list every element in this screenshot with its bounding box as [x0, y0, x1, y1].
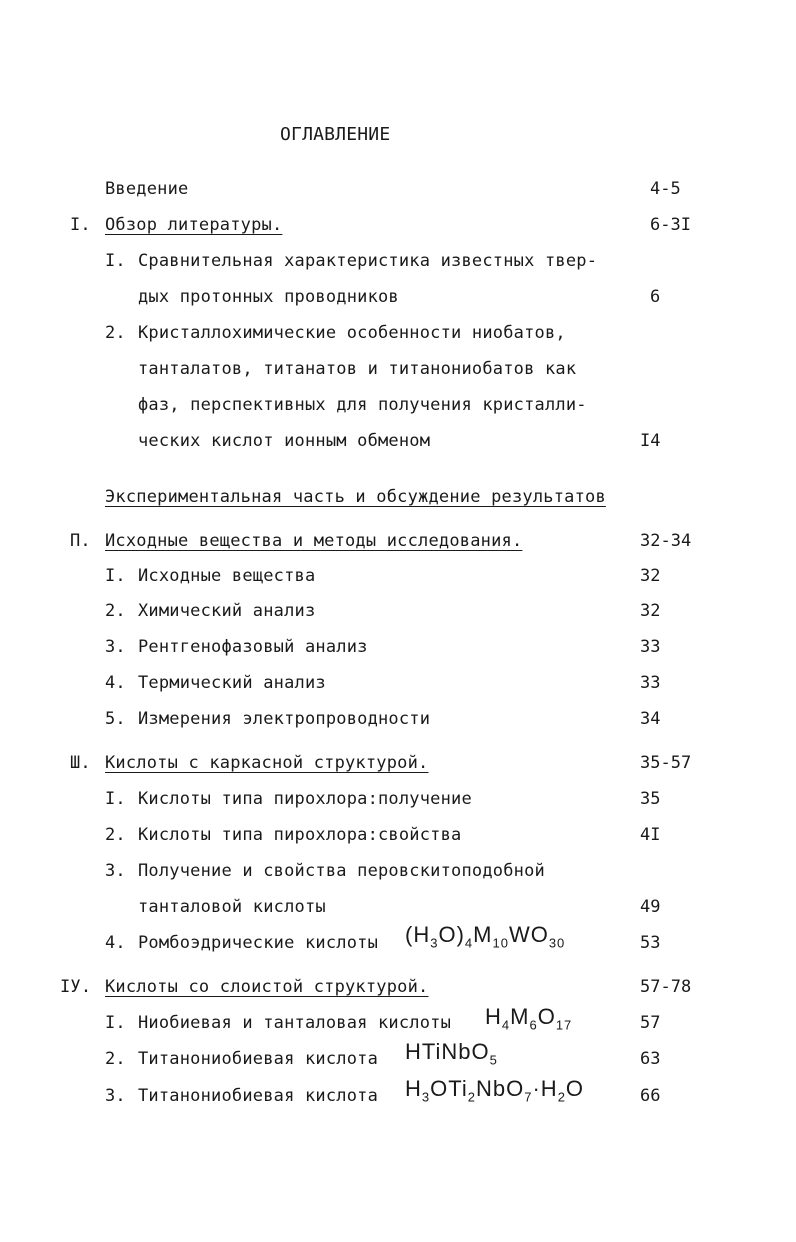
s2-item5-number: 5.	[105, 709, 126, 729]
s4-item1-label: Ниобиевая и танталовая кислоты	[138, 1013, 452, 1033]
s1-item1-line1: Сравнительная характеристика известных твер-	[138, 251, 598, 271]
s3-item2-number: 2.	[105, 825, 126, 845]
s2-item5-label: Измерения электропроводности	[138, 709, 431, 729]
s1-title: Обзор литературы.	[105, 215, 283, 235]
s2-item1-number: I.	[105, 566, 126, 586]
s3-item4-number: 4.	[105, 933, 126, 953]
s3-item3-pages: 49	[640, 897, 661, 917]
s4-item2-label: Титанониобиевая кислота	[138, 1049, 379, 1069]
s3-item1-label: Кислоты типа пирохлора:получение	[138, 789, 472, 809]
s4-item2-number: 2.	[105, 1049, 126, 1069]
s3-item3-number: 3.	[105, 861, 126, 881]
s4-item1-number: I.	[105, 1013, 126, 1033]
intro-pages: 4-5	[650, 179, 681, 199]
s1-item1-number: I.	[105, 251, 126, 271]
s2-item1-label: Исходные вещества	[138, 566, 316, 586]
toc-title: ОГЛАВЛЕНИЕ	[280, 124, 391, 145]
s3-title: Кислоты с каркасной структурой.	[105, 753, 429, 773]
s2-item4-number: 4.	[105, 673, 126, 693]
s2-item4-label: Термический анализ	[138, 673, 326, 693]
s3-item3-line1: Получение и свойства перовскитоподобной	[138, 861, 545, 881]
s4-item3-pages: 66	[640, 1086, 661, 1106]
s4-number: IУ.	[60, 977, 92, 997]
s4-pages: 57-78	[640, 977, 692, 997]
s3-item2-pages: 4I	[640, 825, 661, 845]
s2-title: Исходные вещества и методы исследования.	[105, 531, 523, 551]
s1-number: I.	[70, 215, 91, 235]
s3-item4-formula: $(H_3O)_4M_{10}WO_{30}$	[405, 922, 566, 951]
s1-item2-line2: танталатов, титанатов и титанониобатов как	[138, 359, 577, 379]
s2-item1-pages: 32	[640, 566, 661, 586]
intro-label: Введение	[105, 179, 189, 199]
s4-item1-formula: $H_4M_6O_{17}$	[485, 1004, 573, 1033]
s3-item4-pages: 53	[640, 933, 661, 953]
s3-item1-pages: 35	[640, 789, 661, 809]
s1-item2-line4: ческих кислот ионным обменом	[138, 431, 431, 451]
s3-pages: 35-57	[640, 753, 692, 773]
s4-item3-label: Титанониобиевая кислота	[138, 1086, 379, 1106]
s1-item2-pages: I4	[640, 431, 661, 451]
s3-item4-label: Ромбоэдрические кислоты	[138, 933, 379, 953]
s4-item2-pages: 63	[640, 1049, 661, 1069]
s1-item2-line1: Кристаллохимические особенности ниобатов,	[138, 323, 566, 343]
s2-number: П.	[70, 531, 91, 551]
s2-item3-pages: 33	[640, 637, 661, 657]
s1-item2-number: 2.	[105, 323, 126, 343]
s3-number: Ш.	[70, 753, 91, 773]
s4-item1-pages: 57	[640, 1013, 661, 1033]
s1-item2-line3: фаз, перспективных для получения кристалли-	[138, 395, 587, 415]
s2-item3-label: Рентгенофазовый анализ	[138, 637, 368, 657]
s1-item1-line2: дых протонных проводников	[138, 287, 399, 307]
s3-item3-line2: танталовой кислоты	[138, 897, 326, 917]
s2-item2-pages: 32	[640, 601, 661, 621]
s2-pages: 32-34	[640, 531, 692, 551]
s4-item3-formula: $H_3OTi_2NbO_7\cdot H_2O$	[405, 1076, 585, 1105]
experimental-heading: Экспериментальная часть и обсуждение результатов	[105, 487, 606, 507]
s2-item3-number: 3.	[105, 637, 126, 657]
s3-item1-number: I.	[105, 789, 126, 809]
s2-item5-pages: 34	[640, 709, 661, 729]
s4-item2-formula: HTiNbO$_5$	[405, 1039, 498, 1068]
s1-pages: 6-3I	[650, 215, 691, 235]
s1-item1-pages: 6	[650, 287, 661, 307]
s2-item2-number: 2.	[105, 601, 126, 621]
s2-item2-label: Химический анализ	[138, 601, 316, 621]
s3-item2-label: Кислоты типа пирохлора:свойства	[138, 825, 462, 845]
s4-item3-number: 3.	[105, 1086, 126, 1106]
s2-item4-pages: 33	[640, 673, 661, 693]
s4-title: Кислоты со слоистой структурой.	[105, 977, 429, 997]
